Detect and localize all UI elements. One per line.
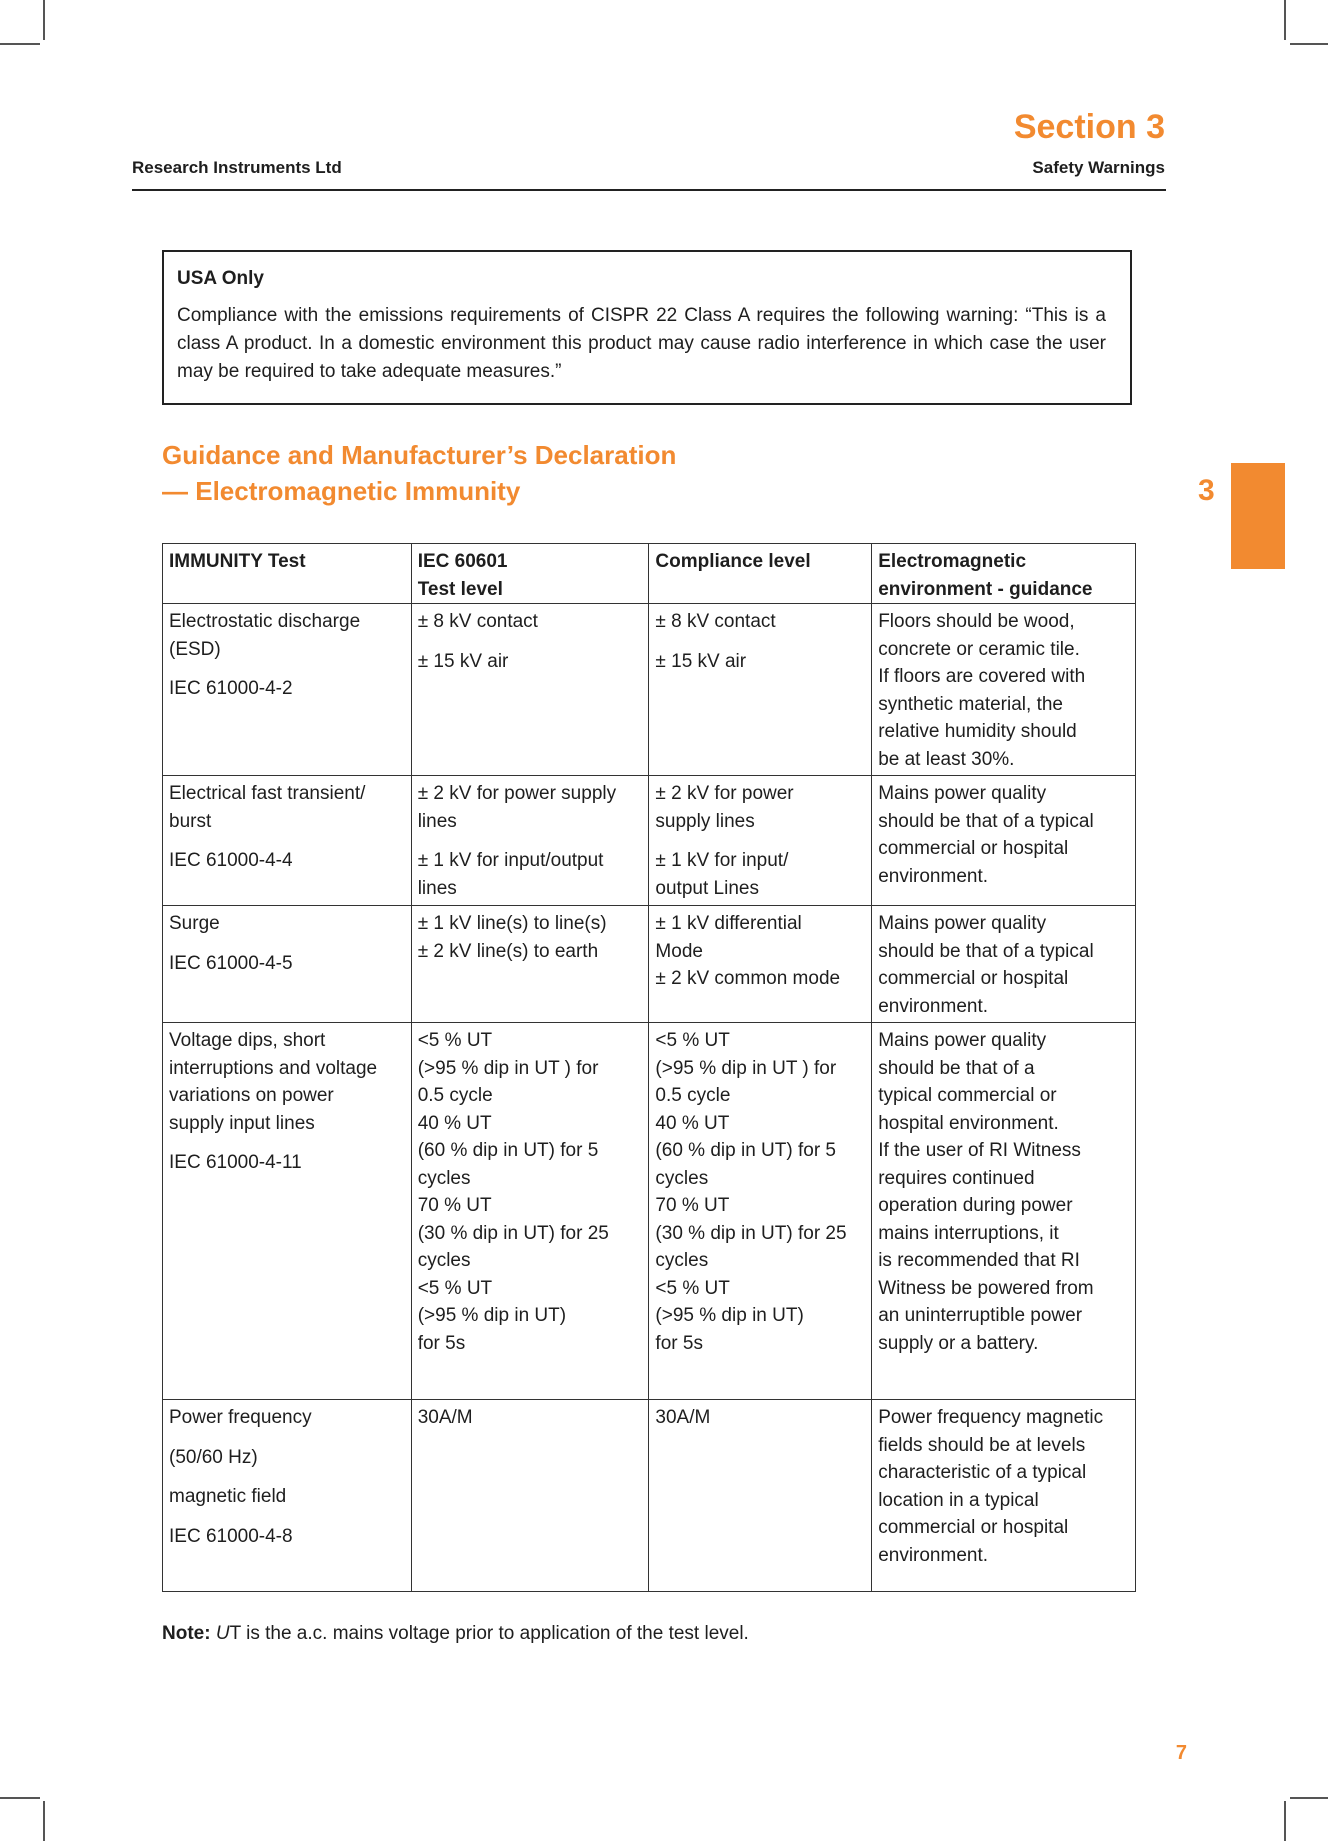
cell-guidance: Mains power quality should be that of a typical commercial or hospital environment. [872,906,1136,1023]
section-tab-number: 3 [1198,474,1215,507]
header-company: Research Instruments Ltd [132,158,342,177]
cell-guidance: Floors should be wood, concrete or ceramic tile. If floors are covered with synthetic material, the relative humidity should be at least 30%. [872,604,1136,776]
header-compliance-level: Compliance level [649,544,872,604]
crop-mark [1284,1801,1286,1841]
table-row [163,1023,1136,1400]
cell-level: ± 1 kV line(s) to line(s) ± 2 kV line(s) to earth [411,906,649,1023]
usa-notice-box [162,250,1132,405]
cell-level: <5 % UT (>95 % dip in UT ) for 0.5 cycle 40 % UT (60 % dip in UT) for 5 cycles 70 % UT (30 % dip in UT) for 25 cycles <5 % UT (>95 % dip in UT) for 5s [411,1023,649,1400]
cell-compliance: ± 2 kV for power supply lines ± 1 kV for input/ output Lines [649,776,872,906]
guidance-heading-line1: Guidance and Manufacturer’s Declaration [162,440,677,470]
guidance-heading-line2: — Electromagnetic Immunity [162,476,521,506]
cell-compliance: <5 % UT (>95 % dip in UT ) for 0.5 cycle 40 % UT (60 % dip in UT) for 5 cycles 70 % UT (30 % dip in UT) for 25 cycles <5 % UT (>95 % dip in UT) for 5s [649,1023,872,1400]
cell-guidance: Mains power quality should be that of a typical commercial or hospital environment. If the user of RI Witness requires continued operation during power mains interruptions, it is recommended that RI Witness be powered from an uninterruptible power supply or a battery. [872,1023,1136,1400]
crop-mark [43,1801,45,1841]
crop-mark [0,43,40,45]
crop-mark [1284,0,1286,40]
cell-test: Electrical fast transient/ burst IEC 61000-4-4 [163,776,412,906]
crop-mark [0,1797,40,1799]
table-header-row [163,544,1136,604]
crop-mark [1290,1797,1328,1799]
header-environment-guidance: Electromagnetic environment - guidance [872,544,1136,604]
header-section-subtitle: Safety Warnings [1032,158,1165,177]
cell-test: Surge IEC 61000-4-5 [163,906,412,1023]
cell-guidance: Mains power quality should be that of a typical commercial or hospital environment. [872,776,1136,906]
note-label: Note: [162,1623,211,1644]
crop-mark [43,0,45,40]
section-tab-marker [1231,463,1285,569]
cell-guidance: Power frequency magnetic fields should be at levels characteristic of a typical location in a typical commercial or hospital environment. [872,1400,1136,1592]
crop-mark [1290,43,1328,45]
guidance-heading [162,437,676,509]
table-row [163,776,1136,906]
table-row [163,906,1136,1023]
cell-level: ± 8 kV contact ± 15 kV air [411,604,649,776]
cell-level: 30A/M [411,1400,649,1592]
table-note [162,1623,749,1645]
note-text: T is the a.c. mains voltage prior to application of the test level. [229,1623,749,1644]
cell-test: Electrostatic discharge (ESD) IEC 61000-4-2 [163,604,412,776]
table-row [163,1400,1136,1592]
header-immunity-test: IMMUNITY Test [163,544,412,604]
table-row [163,604,1136,776]
cell-level: ± 2 kV for power supply lines ± 1 kV for input/output lines [411,776,649,906]
cell-compliance: ± 1 kV differential Mode ± 2 kV common mode [649,906,872,1023]
header-test-level: IEC 60601 Test level [411,544,649,604]
cell-test: Voltage dips, short interruptions and voltage variations on power supply input lines IEC 61000-4-11 [163,1023,412,1400]
header-section-title: Section 3 [1013,108,1165,146]
cell-test: Power frequency (50/60 Hz) magnetic field IEC 61000-4-8 [163,1400,412,1592]
cell-compliance: 30A/M [649,1400,872,1592]
note-italic: U [215,1623,230,1644]
usa-notice-title: USA Only [177,268,264,289]
immunity-table [162,543,1136,1592]
usa-notice-text: Compliance with the emissions requirements of CISPR 22 Class A requires the following warning: “This is a class A product. In a domestic environment this product may cause radio interference in which case the user may be required to take adequate measures.” [177,305,1106,382]
cell-compliance: ± 8 kV contact ± 15 kV air [649,604,872,776]
page-number: 7 [1175,1742,1187,1764]
header-divider [132,189,1166,191]
